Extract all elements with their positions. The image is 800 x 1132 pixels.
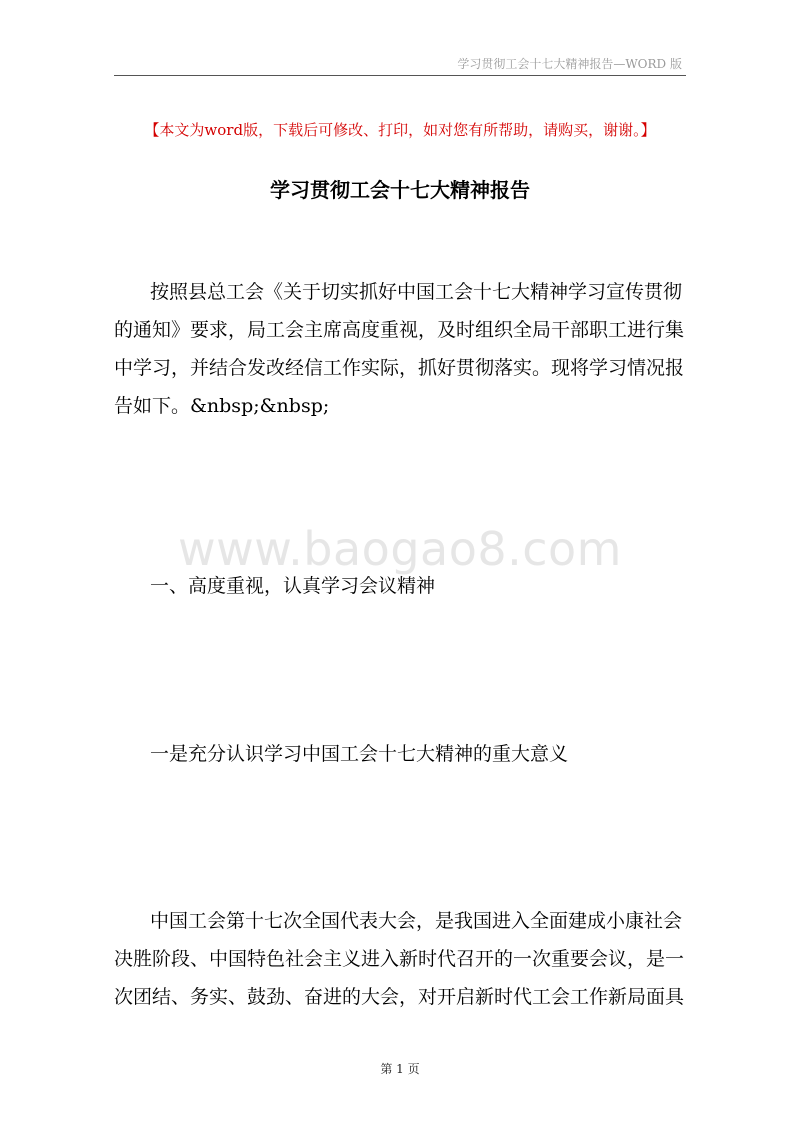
header-divider <box>114 75 686 76</box>
subsection-heading: 一是充分认识学习中国工会十七大精神的重大意义 <box>150 743 569 765</box>
intro-paragraph: 按照县总工会《关于切实抓好中国工会十七大精神学习宣传贯彻的通知》要求，局工会主席高度重视，及时组织全局干部职工进行集中学习，并结合发改经信工作实际，抓好贯彻落实。现将学习情况报告如下。&nbsp;&nbsp; <box>114 281 685 417</box>
page-number: 第 1 页 <box>380 1062 420 1076</box>
section-heading: 一、高度重视，认真学习会议精神 <box>150 575 436 597</box>
watermark-text: www.baogao8.com <box>178 522 622 576</box>
running-header: 学习贯彻工会十七大精神报告—WORD 版 <box>457 57 682 71</box>
body-paragraph: 中国工会第十七次全国代表大会，是我国进入全面建成小康社会决胜阶段、中国特色社会主义进入新时代召开的一次重要会议，是一次团结、务实、鼓劲、奋进的大会，对开启新时代工会工作新局面具 <box>114 910 685 1008</box>
document-title: 学习贯彻工会十七大精神报告 <box>270 178 530 202</box>
purchase-notice: 【本文为word版，下载后可修改、打印，如对您有所帮助，请购买，谢谢。】 <box>144 121 656 139</box>
